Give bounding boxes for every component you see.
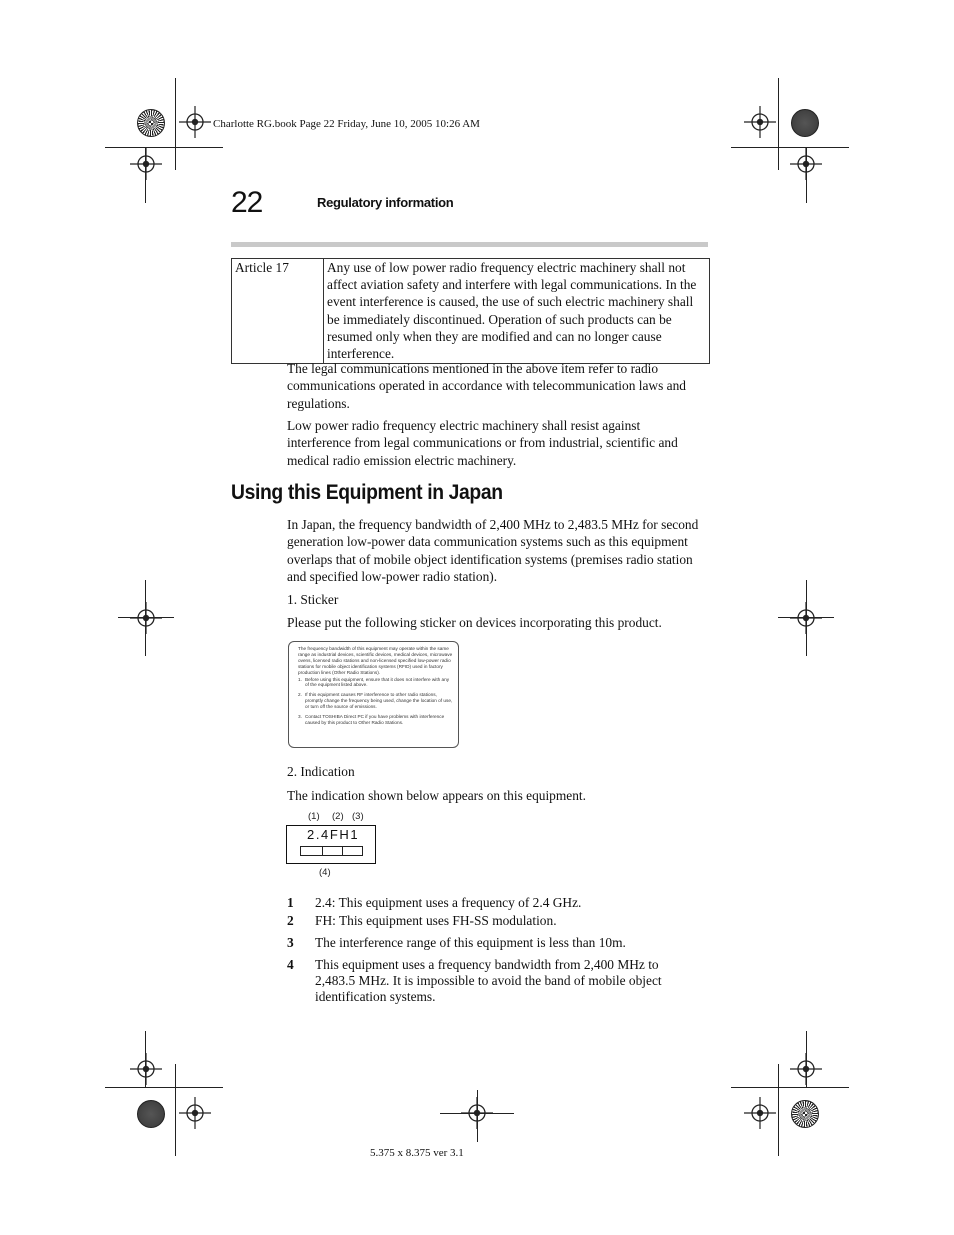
crop-mark <box>175 1064 176 1156</box>
registration-mark-icon <box>179 106 211 138</box>
sticker-item-number: 3. <box>298 714 302 720</box>
indication-callout-1: (1) <box>308 811 320 822</box>
indication-callout-2: (2) <box>332 811 344 822</box>
color-target-icon <box>791 109 819 137</box>
list-item <box>298 714 453 726</box>
sticker-intro: The frequency bandwidth of this equipment may operate within the same range as industrial devices, scientific devices, medical devices, microwave ovens, licensed radio stations and non-licensed specified low-power radio stations for mobile object identification systems (RFID) used in factory production lines (Other Radio Stations). <box>298 646 453 675</box>
registration-mark-icon <box>130 148 162 180</box>
list-item-text: This equipment uses a frequency bandwidth from 2,400 MHz to 2,483.5 MHz. It is impossible to avoid the band of mobile object identification systems. <box>315 957 662 1004</box>
registration-mark-icon <box>179 1097 211 1129</box>
indication-callout-3: (3) <box>352 811 364 822</box>
sticker-list <box>298 677 453 726</box>
crop-mark <box>778 78 779 170</box>
list-item-number: 2 <box>287 913 294 928</box>
list-item <box>298 692 453 710</box>
indication-callout-4: (4) <box>319 867 331 878</box>
crop-mark <box>118 617 174 618</box>
paragraph-low-power: Low power radio frequency electric machinery shall resist against interference from legal communications or from industrial, scientific and medical radio emission electric machinery. <box>287 418 678 468</box>
crop-mark <box>778 617 834 618</box>
sticker-image <box>288 641 459 748</box>
registration-mark-icon <box>790 148 822 180</box>
crop-mark <box>778 1064 779 1156</box>
registration-mark-icon <box>744 1097 776 1129</box>
indication-bar-cell <box>300 846 323 856</box>
page-number: 22 <box>231 186 263 219</box>
list-item-text: 2.4: This equipment uses a frequency of 2.4 GHz. <box>315 895 582 910</box>
paragraph-japan-intro: In Japan, the frequency bandwidth of 2,400 MHz to 2,483.5 MHz for second generation low-power data communication systems such as this equipment overlaps that of mobile object identification systems (premises radio station and specified low-power radio station). <box>287 517 699 584</box>
color-target-icon <box>137 1100 165 1128</box>
section-heading: Using this Equipment in Japan <box>231 481 503 504</box>
crop-mark <box>175 78 176 170</box>
crop-mark <box>477 1090 478 1142</box>
print-footer: 5.375 x 8.375 ver 3.1 <box>370 1147 464 1159</box>
indication-code: 2.4FH1 <box>307 827 360 842</box>
paragraph-legal-communications: The legal communications mentioned in the above item refer to radio communications operated in accordance with telecommunication laws and regulations. <box>287 361 686 411</box>
sticker-item-text: If this equipment causes RF interference to other radio stations, promptly change the frequency being used, change the location of use, or turn off the source of emissions. <box>305 692 453 710</box>
article-label: Article 17 <box>232 259 324 364</box>
article-table <box>231 258 710 364</box>
indication-instruction: The indication shown below appears on this equipment. <box>287 788 586 803</box>
sticker-instruction: Please put the following sticker on devices incorporating this product. <box>287 615 662 630</box>
article-text: Any use of low power radio frequency electric machinery shall not affect aviation safety and interfere with legal communications. In the event interference is caused, the use of such electric machinery shall be immediately discontinued. Operation of such products can be resumed only when they are modified and can no longer cause interference. <box>324 259 710 364</box>
registration-mark-icon <box>130 1053 162 1085</box>
sticker-item-number: 2. <box>298 692 302 698</box>
table-row <box>232 259 710 364</box>
sticker-label: 1. Sticker <box>287 592 339 607</box>
sunburst-target-icon <box>137 109 165 137</box>
sticker-item-number: 1. <box>298 676 302 682</box>
print-header: Charlotte RG.book Page 22 Friday, June 10, 2005 10:26 AM <box>213 118 480 130</box>
indication-label: 2. Indication <box>287 764 355 779</box>
list-item-number: 1 <box>287 895 294 910</box>
sticker-item-text: Before using this equipment, ensure that it does not interfere with any of the equipment listed above. <box>305 676 450 688</box>
indication-bar-cell <box>342 846 363 856</box>
crop-mark <box>105 147 223 148</box>
list-item-text: FH: This equipment uses FH-SS modulation. <box>315 913 557 928</box>
indication-bar-cell <box>322 846 343 856</box>
sunburst-target-icon <box>791 1100 819 1128</box>
registration-mark-icon <box>744 106 776 138</box>
header-rule <box>231 242 708 247</box>
section-title: Regulatory information <box>317 195 454 210</box>
sticker-item-text: Contact TOSHIBA Direct PC if you have problems with interference caused by this product to Other Radio Stations. <box>305 714 445 725</box>
list-item <box>298 677 453 689</box>
crop-mark <box>105 1087 223 1088</box>
registration-mark-icon <box>790 1053 822 1085</box>
list-item-number: 4 <box>287 957 294 972</box>
list-item-text: The interference range of this equipment is less than 10m. <box>315 935 626 950</box>
crop-mark <box>731 1087 849 1088</box>
list-item-number: 3 <box>287 935 294 950</box>
